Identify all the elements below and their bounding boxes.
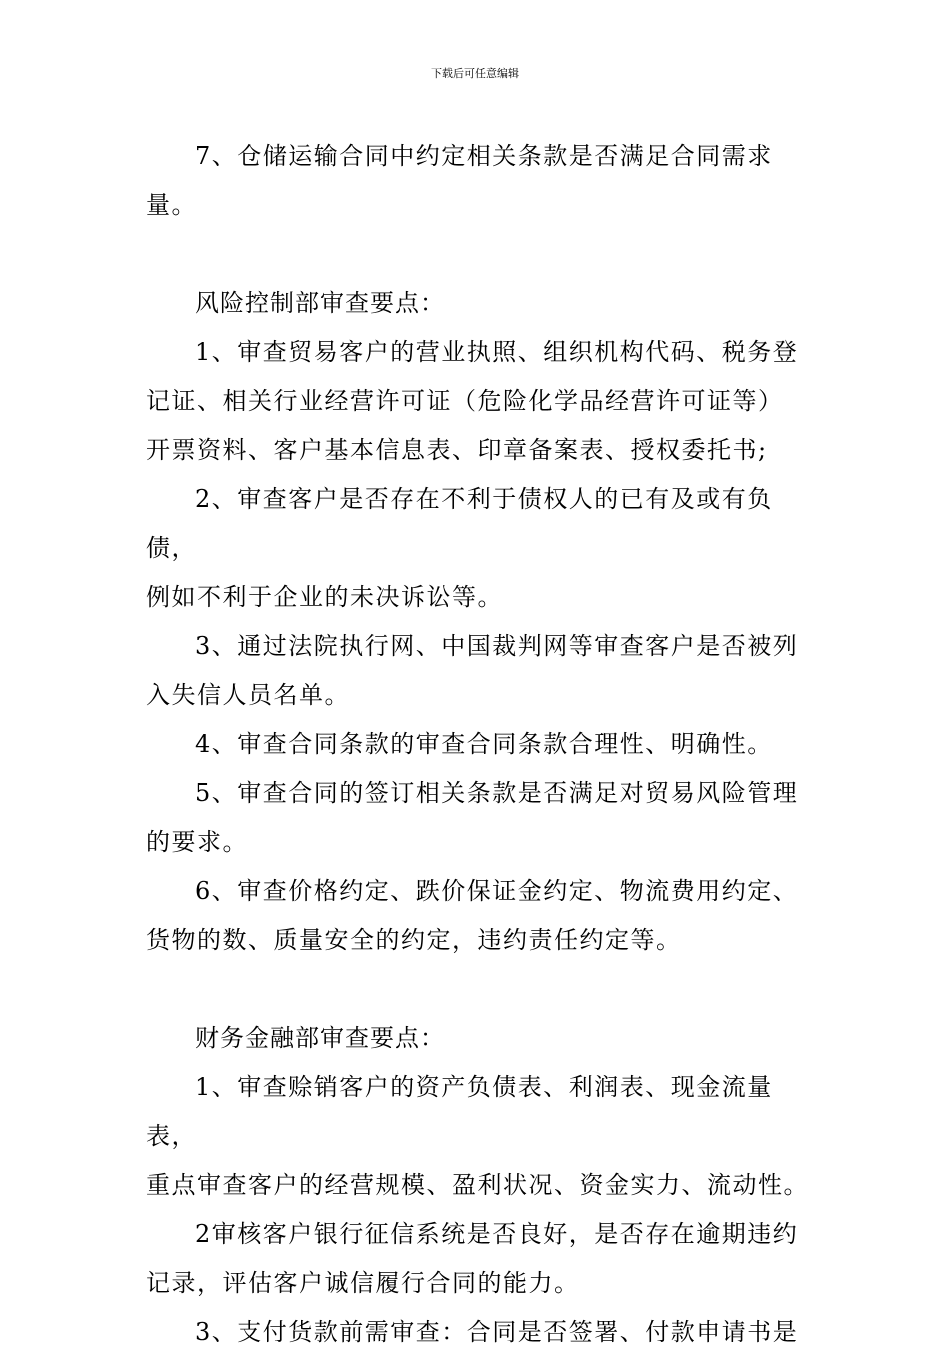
- section-spacer: [146, 965, 816, 1014]
- paragraph-finance-item-2: 2审核客户银行征信系统是否良好，是否存在逾期违约 记录，评估客户诚信履行合同的能力。: [146, 1220, 799, 1297]
- heading-finance: 财务金融部审查要点：: [195, 1024, 445, 1052]
- paragraph-risk-item-5: 5、审查合同的签订相关条款是否满足对贸易风险管理 的要求。: [146, 779, 799, 856]
- page-header: 下载后可任意编辑: [431, 67, 519, 80]
- section-spacer: [146, 230, 816, 279]
- paragraph-risk-item-4: 4、审查合同条款的审查合同条款合理性、明确性。: [195, 730, 773, 758]
- paragraph-storage-transport: 7、仓储运输合同中约定相关条款是否满足合同需求量。: [146, 142, 773, 219]
- paragraph-finance-item-3: 3、支付货款前需审查：合同是否签署、付款申请书是: [195, 1318, 799, 1346]
- paragraph-risk-item-3: 3、通过法院执行网、中国裁判网等审查客户是否被列 入失信人员名单。: [146, 632, 799, 709]
- heading-risk-control: 风险控制部审查要点：: [195, 289, 445, 317]
- paragraph-risk-item-2: 2、审查客户是否存在不利于债权人的已有及或有负债， 例如不利于企业的未决诉讼等。: [146, 485, 773, 611]
- paragraph-finance-item-1: 1、审查赊销客户的资产负债表、利润表、现金流量表， 重点审查客户的经营规模、盈利状况、资金实力、流动性。: [146, 1073, 809, 1199]
- paragraph-risk-item-6: 6、审查价格约定、跌价保证金约定、物流费用约定、 货物的数、质量安全的约定，违约责任约定等。: [146, 877, 799, 954]
- paragraph-risk-item-1: 1、审查贸易客户的营业执照、组织机构代码、税务登 记证、相关行业经营许可证（危险化学品经营许可证等） 开票资料、客户基本信息表、印章备案表、授权委托书;: [146, 338, 799, 464]
- document-body: [146, 132, 816, 1357]
